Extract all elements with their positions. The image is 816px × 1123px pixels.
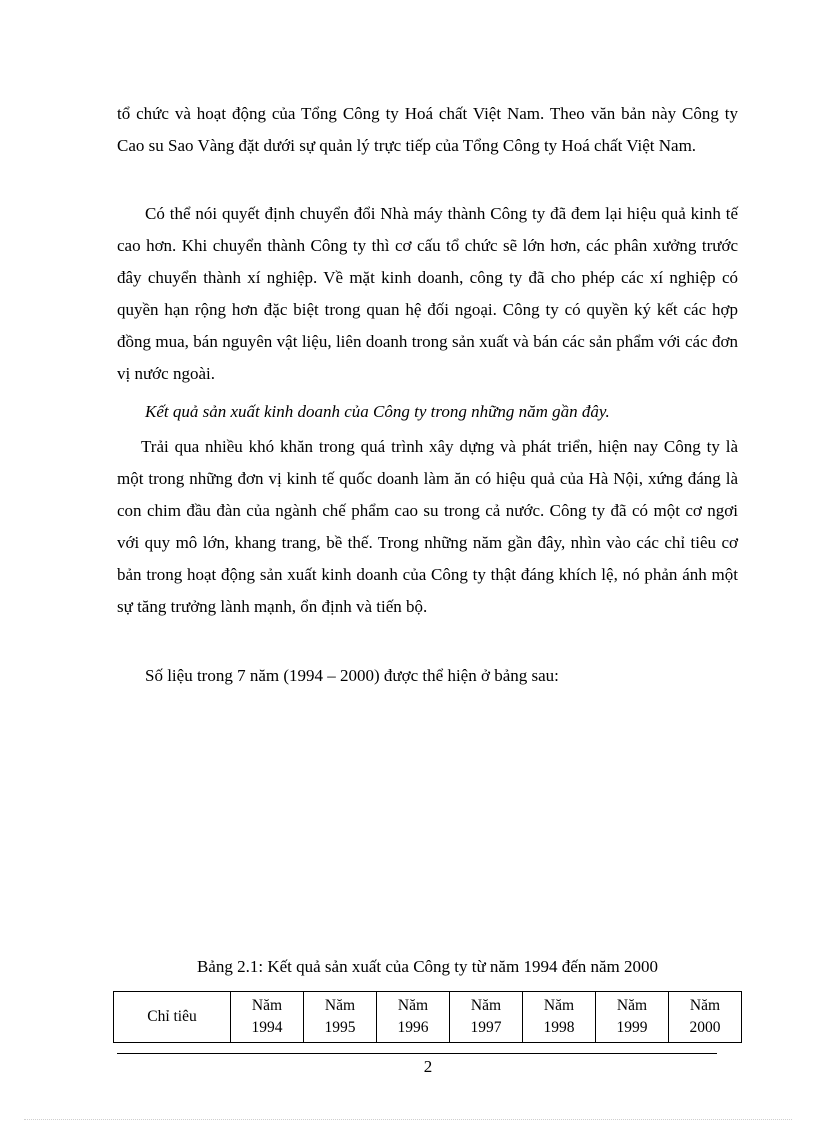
- year-value: 1996: [397, 1019, 429, 1036]
- section-heading: Kết quả sản xuất kinh doanh của Công ty trong những năm gần đây.: [145, 402, 610, 421]
- year-prefix: Năm: [543, 997, 575, 1014]
- year-prefix: Năm: [616, 997, 648, 1014]
- year-prefix: Năm: [470, 997, 502, 1014]
- year-prefix: Năm: [689, 997, 721, 1014]
- page-number: 2: [423, 1057, 433, 1076]
- year-prefix: Năm: [397, 997, 429, 1014]
- paragraph-1: tổ chức và hoạt động của Tổng Công ty Hoá chất Việt Nam. Theo văn bản này Công ty Cao su Sao Vàng đặt dưới sự quản lý trực tiếp của Tổng Công ty Hoá chất Việt Nam.: [117, 104, 738, 155]
- year-prefix: Năm: [324, 997, 356, 1014]
- header-cell-indicator: [114, 992, 231, 1043]
- year-value: 2000: [689, 1019, 721, 1036]
- table-caption: Bảng 2.1: Kết quả sản xuất của Công ty từ năm 1994 đến năm 2000: [196, 957, 659, 976]
- year-prefix: Năm: [251, 997, 283, 1014]
- header-cell-year-1996: [377, 992, 450, 1043]
- year-value: 1994: [251, 1019, 283, 1036]
- footer-divider: [117, 1053, 717, 1054]
- header-cell-year-1995: [304, 992, 377, 1043]
- year-value: 1995: [324, 1019, 356, 1036]
- paragraph-4: Số liệu trong 7 năm (1994 – 2000) được thể hiện ở bảng sau:: [145, 666, 559, 685]
- table-header-row: [114, 992, 742, 1043]
- year-value: 1999: [616, 1019, 648, 1036]
- results-table: [113, 991, 742, 1043]
- header-cell-year-1999: [596, 992, 669, 1043]
- paragraph-3: Trải qua nhiều khó khăn trong quá trình xây dựng và phát triển, hiện nay Công ty là một trong những đơn vị kinh tế quốc doanh làm ăn có hiệu quả của Hà Nội, xứng đáng là con chim đầu đàn của ngành chế phẩm cao su trong cả nước. Công ty đã có một cơ ngơi với quy mô lớn, khang trang, bề thế. Trong những năm gần đây, nhìn vào các chỉ tiêu cơ bản trong hoạt động sản xuất kinh doanh của Công ty thật đáng khích lệ, nó phản ánh một sự tăng trưởng lành mạnh, ổn định và tiến bộ.: [117, 437, 738, 616]
- header-cell-year-1994: [231, 992, 304, 1043]
- header-cell-year-2000: [669, 992, 742, 1043]
- header-cell-year-1998: [523, 992, 596, 1043]
- year-value: 1998: [543, 1019, 575, 1036]
- paragraph-2: Có thể nói quyết định chuyển đổi Nhà máy thành Công ty đã đem lại hiệu quả kinh tế cao hơn. Khi chuyển thành Công ty thì cơ cấu tổ chức sẽ lớn hơn, các phân xưởng trước đây chuyển thành xí nghiệp. Về mặt kinh doanh, công ty đã cho phép các xí nghiệp có quyền hạn rộng hơn đặc biệt trong quan hệ đối ngoại. Công ty có quyền ký kết các hợp đồng mua, bán nguyên vật liệu, liên doanh trong sản xuất và bán các sản phẩm với các đơn vị nước ngoài.: [117, 204, 738, 383]
- year-value: 1997: [470, 1019, 502, 1036]
- header-cell-year-1997: [450, 992, 523, 1043]
- indicator-label: Chỉ tiêu: [147, 1008, 197, 1025]
- page-bottom-dotted-line: [24, 1119, 792, 1120]
